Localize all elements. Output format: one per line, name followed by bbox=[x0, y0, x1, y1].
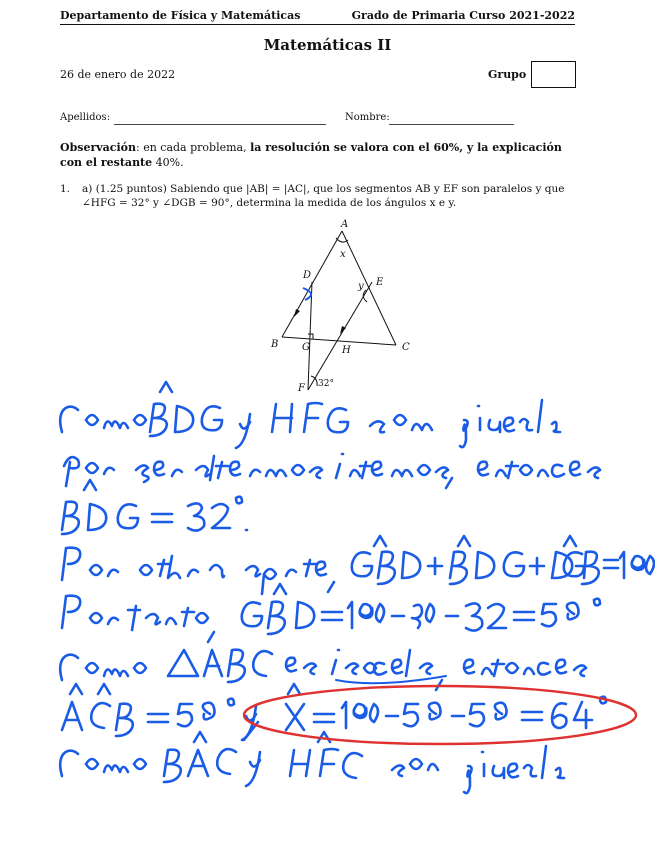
handwriting-line-6 bbox=[0, 664, 655, 665]
handwriting-line-1 bbox=[0, 420, 655, 421]
handwriting-line-2 bbox=[0, 468, 655, 469]
handwriting-line-5 bbox=[0, 614, 655, 615]
handwriting-line-8 bbox=[0, 764, 655, 765]
handwriting-line-7 bbox=[0, 716, 655, 717]
course-name: Grado de Primaria Curso 2021-2022 bbox=[351, 9, 575, 22]
handwriting-strokes bbox=[60, 382, 654, 793]
exam-title: Matemáticas II bbox=[263, 36, 392, 54]
angle-y-label: y bbox=[358, 281, 364, 292]
point-f: F bbox=[298, 383, 305, 394]
problem-statement: (1.25 puntos) Sabiendo que |AB| = |AC|, que los segmentos AB y EF son paralelos y que ∠HFG = 32° y ∠DGB = 90°, determina la medida de los ángulos x e y. bbox=[82, 183, 565, 209]
department-name: Departamento de Física y Matemáticas bbox=[60, 9, 301, 22]
nombre-label: Nombre: bbox=[345, 112, 390, 123]
angle-32-label: 32° bbox=[318, 379, 334, 389]
problem-number: 1. bbox=[60, 183, 71, 195]
point-c: C bbox=[402, 342, 410, 353]
point-e: E bbox=[376, 277, 384, 288]
grupo-label: Grupo bbox=[488, 68, 527, 81]
observation-bold: la resolución se valora con el 60%, y la explicación con el restante bbox=[60, 141, 562, 169]
point-h: H bbox=[342, 345, 351, 356]
problem-part: a) bbox=[82, 183, 93, 195]
point-b: B bbox=[271, 339, 279, 350]
exam-date: 26 de enero de 2022 bbox=[60, 68, 176, 81]
point-g: G bbox=[302, 342, 310, 353]
handwriting-line-3 bbox=[0, 516, 655, 517]
apellidos-label: Apellidos: bbox=[60, 112, 111, 123]
angle-x-label: x bbox=[340, 249, 346, 260]
point-d: D bbox=[303, 270, 312, 281]
observation-tail: 40%. bbox=[152, 156, 184, 169]
point-a: A bbox=[341, 219, 349, 230]
observation-text: : en cada problema, bbox=[136, 141, 251, 154]
handwriting-line-4 bbox=[0, 566, 655, 567]
observation-label: Observación bbox=[60, 141, 136, 154]
